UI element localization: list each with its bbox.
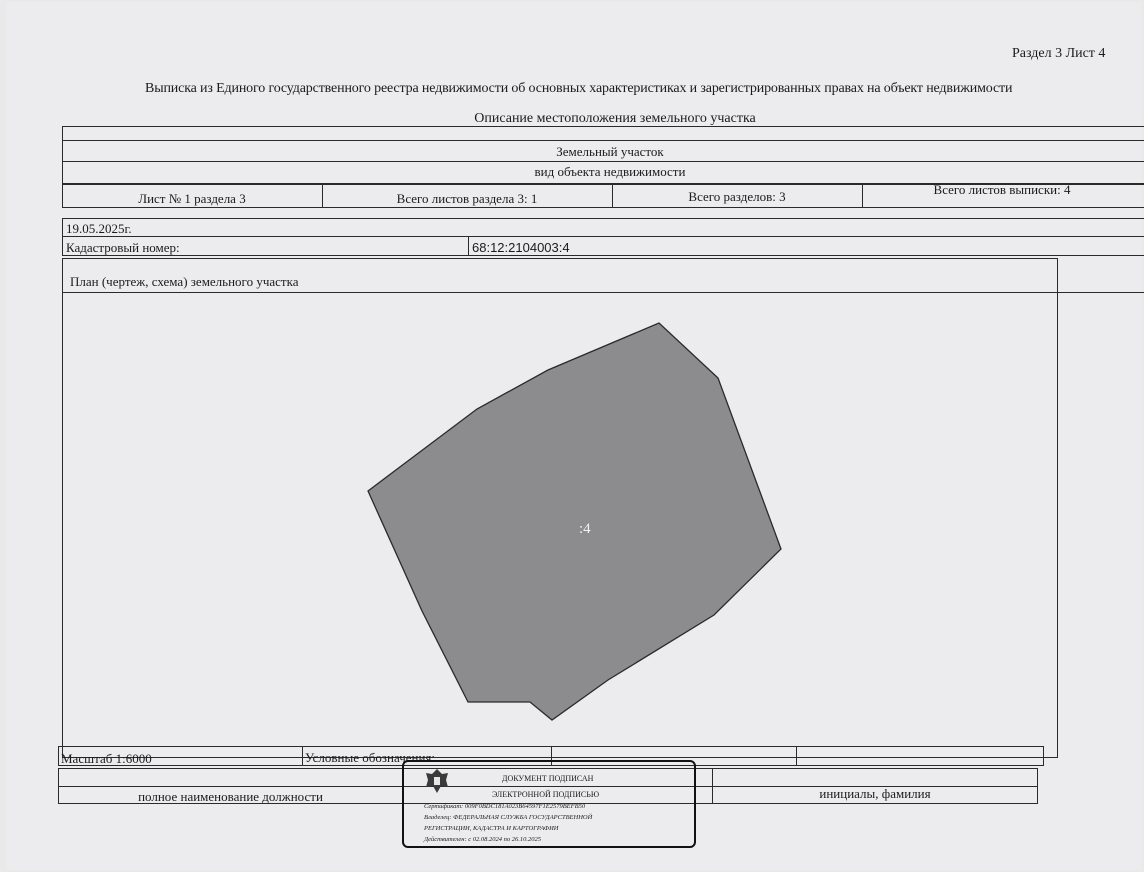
stamp-owner1: Владелец: ФЕДЕРАЛЬНАЯ СЛУЖБА ГОСУДАРСТВЕННОЙ — [424, 814, 593, 821]
position-caption: полное наименование должности — [138, 789, 323, 804]
initials-caption: инициалы, фамилия — [819, 786, 931, 801]
sheet-number: Лист № 1 раздела 3 — [138, 191, 246, 206]
emblem-icon — [424, 767, 450, 795]
object-type-caption: вид объекта недвижимости — [534, 164, 686, 179]
e-signature-stamp — [402, 760, 696, 848]
total-section-sheets: Всего листов раздела 3: 1 — [396, 191, 538, 206]
plan-caption: План (чертеж, схема) земельного участка — [70, 274, 299, 289]
document-subtitle: Описание местоположения земельного участка — [474, 111, 756, 126]
scale-label: Масштаб 1:6000 — [61, 751, 152, 766]
cadastral-label: Кадастровый номер: — [66, 240, 180, 255]
total-sections: Всего разделов: 3 — [688, 189, 786, 204]
section-sheet-label: Раздел 3 Лист 4 — [1012, 46, 1106, 61]
stamp-valid: Действителен: с 02.08.2024 по 26.10.2025 — [424, 836, 541, 843]
document-title: Выписка из Единого государственного реестра недвижимости об основных характеристиках и зарегистрированных правах на объект недвижимости — [145, 81, 1013, 96]
stamp-certificate: Сертификат: 009F0BDC181A023B64597F1E2579BEFB50 — [424, 803, 586, 810]
stamp-owner2: РЕГИСТРАЦИИ, КАДАСТРА И КАРТОГРАФИИ — [424, 825, 559, 832]
extract-date: 19.05.2025г. — [66, 221, 132, 236]
divider — [302, 746, 303, 766]
cadastral-number: 68:12:2104003:4 — [472, 240, 570, 255]
parcel-label: :4 — [579, 521, 591, 537]
legend-label: Условные обозначения: — [305, 750, 436, 765]
parcel-polygon — [368, 323, 781, 720]
stamp-line2: ЭЛЕКТРОННОЙ ПОДПИСЬЮ — [492, 790, 600, 799]
total-extract-sheets: Всего листов выписки: 4 — [933, 182, 1071, 197]
divider — [796, 746, 797, 766]
object-name: Земельный участок — [556, 144, 664, 159]
stamp-line1: ДОКУМЕНТ ПОДПИСАН — [502, 774, 594, 783]
